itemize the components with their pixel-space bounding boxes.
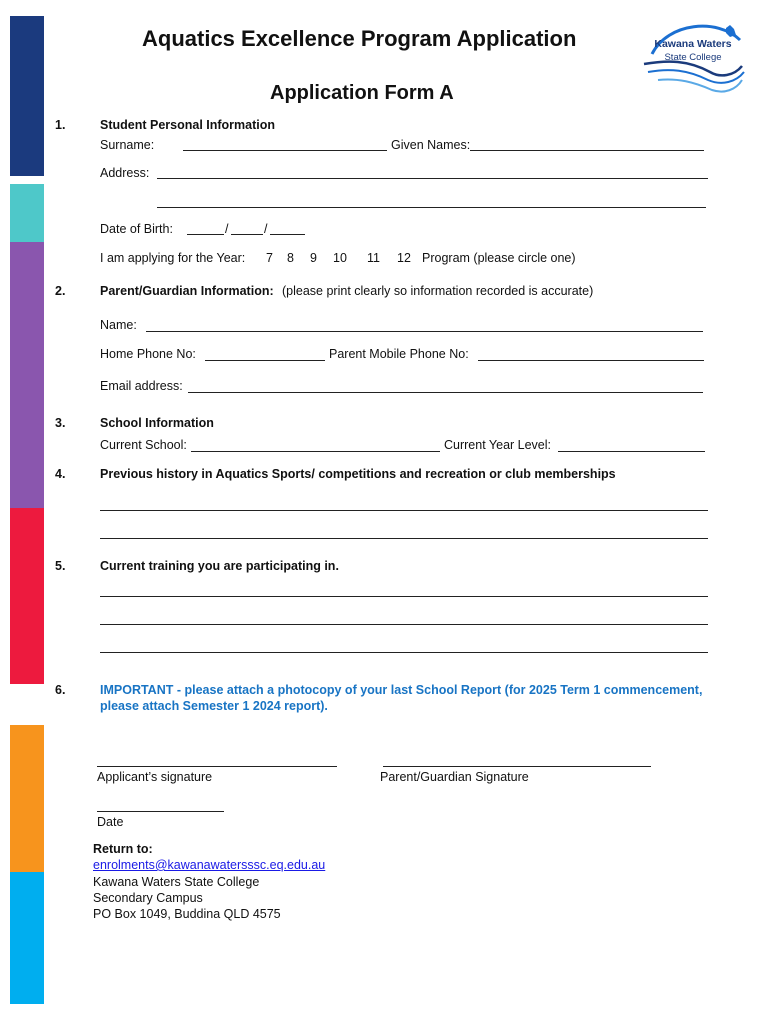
mobile-phone-field[interactable] [478,360,704,361]
important-note-line-1: IMPORTANT - please attach a photocopy of your last School Report (for 2025 Term 1 commencement, [100,683,703,697]
return-email-link[interactable]: enrolments@kawanawatersssc.eq.edu.au [93,858,326,872]
logo-line-2: State College [664,52,722,63]
dob-year-field[interactable] [270,234,305,235]
history-field-2[interactable] [100,538,708,539]
mobile-phone-label: Parent Mobile Phone No: [329,347,469,361]
return-address-line-1: Kawana Waters State College [93,875,260,889]
address-field-1[interactable] [157,178,708,179]
color-bar-purple [10,242,44,508]
logo-line-1: Kawana Waters [654,38,732,50]
year-applying-label: I am applying for the Year: [100,251,246,265]
color-bar-blue [10,872,44,1004]
section-number: 6. [55,683,66,697]
color-bar-orange [10,725,44,872]
training-field-2[interactable] [100,624,708,625]
applicant-signature-label: Applicant’s signature [97,770,213,784]
form-subtitle: Application Form A [270,82,454,104]
address-field-2[interactable] [157,207,706,208]
section-heading: Student Personal Information [100,118,276,132]
surname-field[interactable] [183,150,387,151]
dob-separator: / [225,222,229,236]
section-heading: Parent/Guardian Information: [100,284,274,298]
important-note-line-2: please attach Semester 1 2024 report). [100,699,328,713]
year-level-field[interactable] [558,451,705,452]
history-field-1[interactable] [100,510,708,511]
color-bar-teal [10,184,44,242]
date-field[interactable] [97,811,224,812]
section-heading: School Information [100,416,214,430]
parent-signature-label: Parent/Guardian Signature [380,770,529,784]
training-field-1[interactable] [100,596,708,597]
given-names-label: Given Names: [391,138,471,152]
dob-month-field[interactable] [231,234,263,235]
current-school-field[interactable] [191,451,440,452]
return-address-line-3: PO Box 1049, Buddina QLD 4575 [93,907,281,921]
dob-day-field[interactable] [187,234,224,235]
year-option-11[interactable]: 11 [367,251,380,265]
year-option-10[interactable]: 10 [333,251,347,265]
dob-separator: / [264,222,268,236]
return-address-line-2: Secondary Campus [93,891,203,905]
home-phone-label: Home Phone No: [100,347,196,361]
surname-label: Surname: [100,138,155,152]
section-note: (please print clearly so information recorded is accurate) [282,284,594,298]
year-level-label: Current Year Level: [444,438,552,452]
guardian-name-label: Name: [100,318,137,332]
current-school-label: Current School: [100,438,187,452]
section-heading: Previous history in Aquatics Sports/ competitions and recreation or club memberships [100,467,616,481]
applicant-signature-field[interactable] [97,766,337,767]
school-logo [638,20,748,98]
email-field[interactable] [188,392,703,393]
color-bar-navy [10,16,44,176]
email-label: Email address: [100,379,183,393]
date-label: Date [97,815,124,829]
home-phone-field[interactable] [205,360,325,361]
given-names-field[interactable] [470,150,704,151]
color-bar-red [10,508,44,684]
year-option-12[interactable]: 12 [397,251,411,265]
training-field-3[interactable] [100,652,708,653]
section-number: 5. [55,559,66,573]
address-label: Address: [100,166,150,180]
guardian-name-field[interactable] [146,331,703,332]
year-option-9[interactable]: 9 [310,251,317,265]
section-number: 3. [55,416,66,430]
year-option-7[interactable]: 7 [266,251,273,265]
section-number: 4. [55,467,66,481]
section-number: 1. [55,118,66,132]
section-number: 2. [55,284,66,298]
dob-label: Date of Birth: [100,222,173,236]
year-option-8[interactable]: 8 [287,251,294,265]
section-heading: Current training you are participating in. [100,559,339,573]
page-title: Aquatics Excellence Program Application [142,26,577,51]
program-note: Program (please circle one) [422,251,576,265]
return-heading: Return to: [93,842,153,856]
parent-signature-field[interactable] [383,766,651,767]
